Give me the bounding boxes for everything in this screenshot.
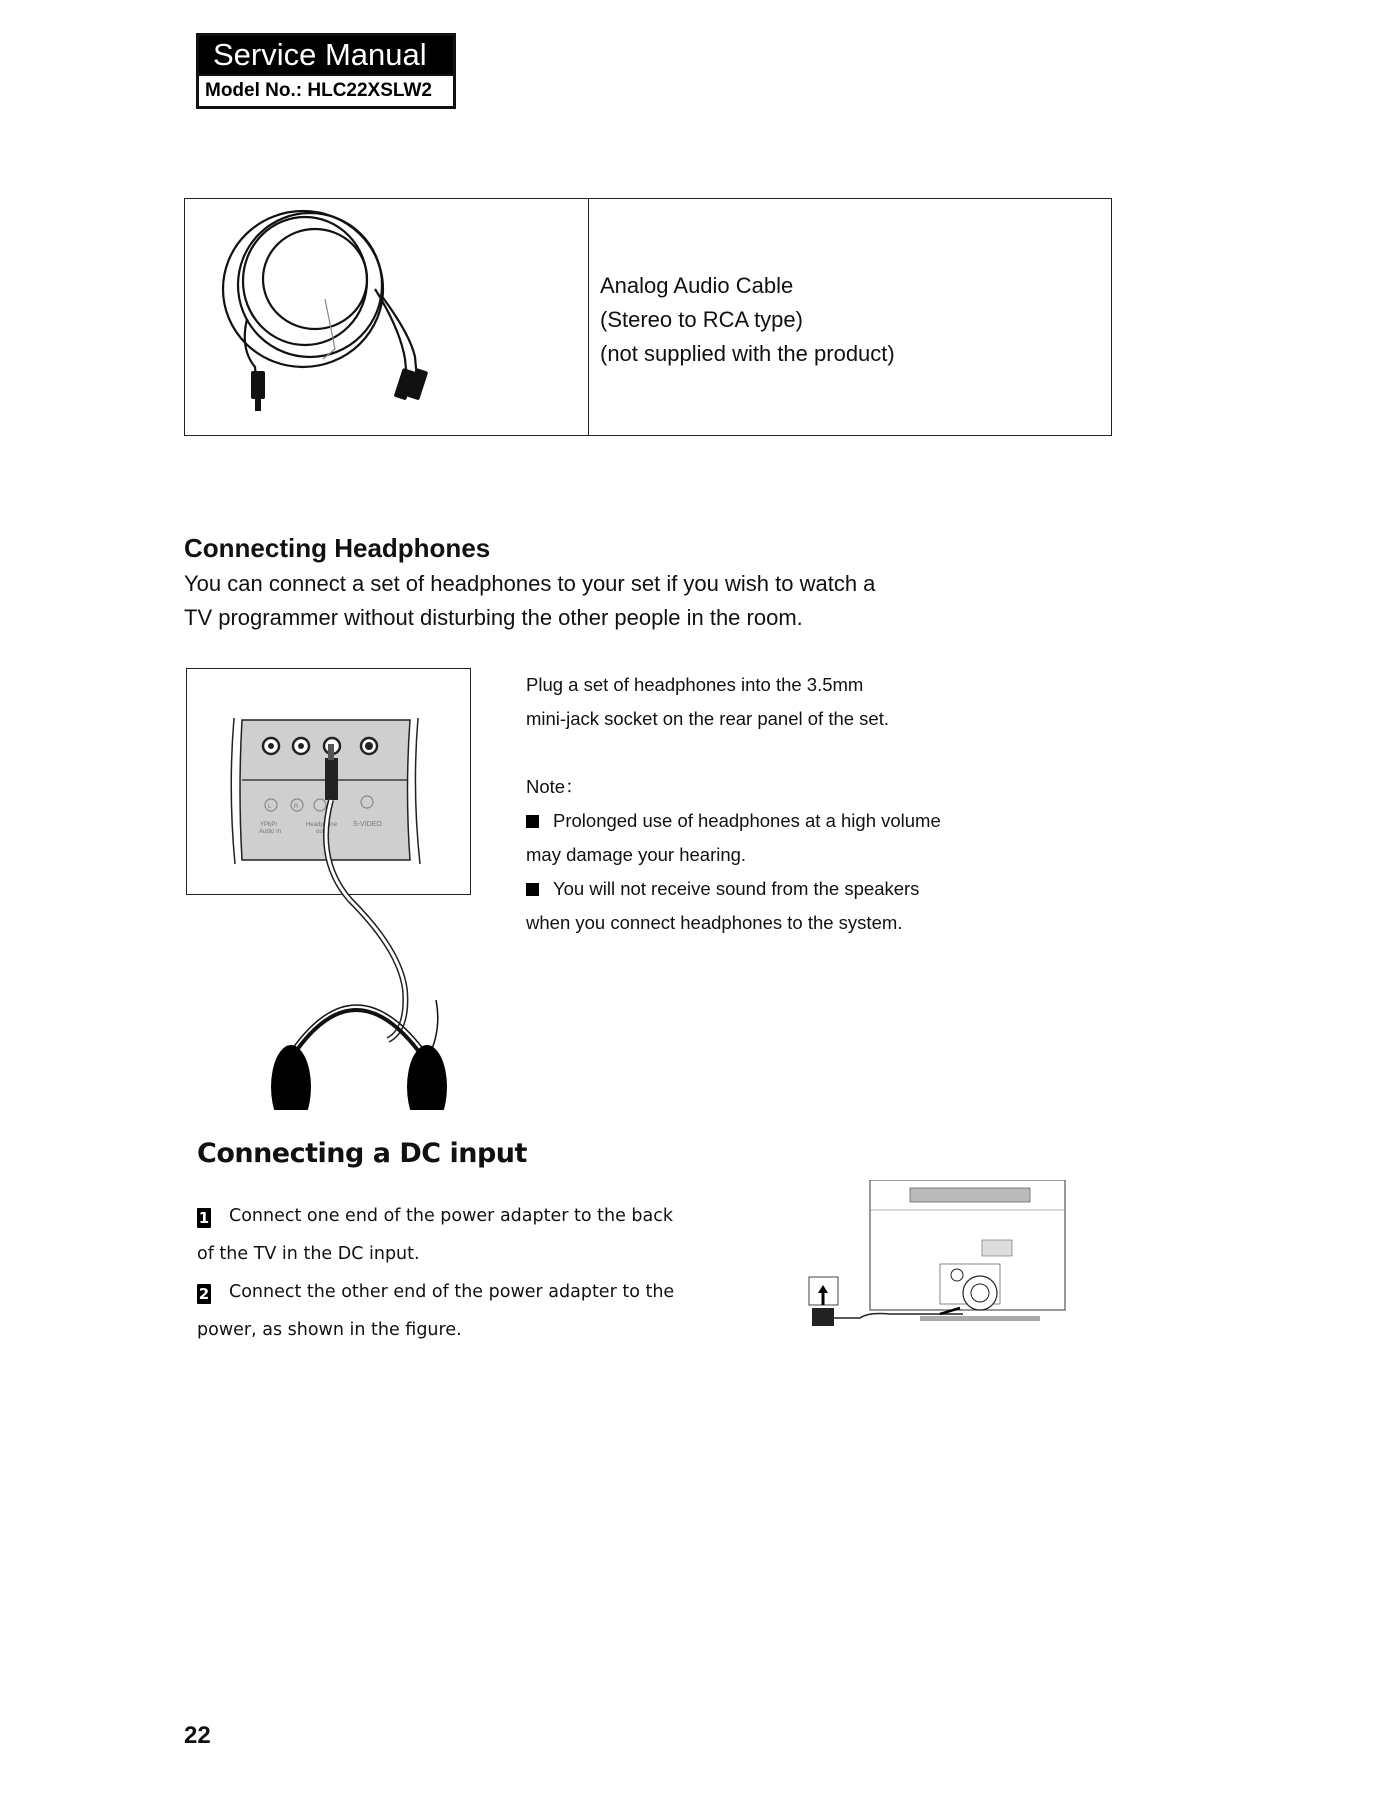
manual-title: Service Manual — [199, 36, 453, 74]
label-headphone: Headphone — [306, 822, 338, 828]
label-r: R — [294, 804, 299, 810]
step-item-continued: of the TV in the DC input. — [197, 1244, 420, 1264]
step-item: 2 Connect the other end of the power adapter to the — [198, 1282, 675, 1303]
label-ypbpr: YPbPr — [260, 822, 278, 828]
accessory-image-cell — [185, 199, 589, 435]
label-l: L — [268, 804, 272, 810]
note-item: Prolonged use of headphones at a high volume — [526, 804, 1046, 838]
dc-steps — [197, 1197, 717, 1349]
bullet-square-icon — [526, 815, 539, 828]
note-label: Note： — [526, 776, 584, 797]
step-number: 2 — [198, 1285, 210, 1303]
dc-connection-figure — [800, 1180, 1070, 1340]
headphones-intro — [184, 567, 1084, 635]
header-badge — [196, 33, 456, 109]
accessory-line: (not supplied with the product) — [600, 341, 895, 366]
instruction-line: Plug a set of headphones into the 3.5mm — [526, 674, 864, 695]
step-number: 1 — [198, 1209, 210, 1227]
accessory-description — [589, 199, 1111, 435]
accessory-line: (Stereo to RCA type) — [600, 307, 803, 332]
headphone-connection-figure — [180, 660, 500, 1110]
accessory-table — [184, 198, 1112, 436]
intro-line: You can connect a set of headphones to your set if you wish to watch a — [184, 571, 876, 596]
headphones-instructions — [526, 668, 1046, 940]
label-out: out — [316, 829, 325, 835]
step-item-continued: power, as shown in the figure. — [197, 1320, 462, 1340]
headphones-section-title: Connecting Headphones — [184, 533, 491, 563]
note-item-continued: when you connect headphones to the system. — [526, 912, 903, 933]
step-item: 1 Connect one end of the power adapter to the back — [198, 1206, 673, 1227]
intro-line: TV programmer without disturbing the other people in the room. — [184, 605, 803, 630]
note-item-continued: may damage your hearing. — [526, 844, 747, 865]
model-number: Model No.: HLC22XSLW2 — [199, 74, 453, 106]
instruction-line: mini-jack socket on the rear panel of the set. — [526, 708, 889, 729]
label-svideo: S-VIDEO — [353, 821, 382, 828]
audio-cable-icon — [185, 199, 588, 435]
note-item: You will not receive sound from the speakers — [526, 872, 1046, 906]
dc-section-title: Connecting a DC input — [197, 1138, 527, 1169]
label-audio-in: Audio In — [259, 829, 282, 835]
bullet-square-icon — [526, 883, 539, 896]
accessory-line: Analog Audio Cable — [600, 273, 794, 298]
page-number: 22 — [184, 1722, 211, 1749]
